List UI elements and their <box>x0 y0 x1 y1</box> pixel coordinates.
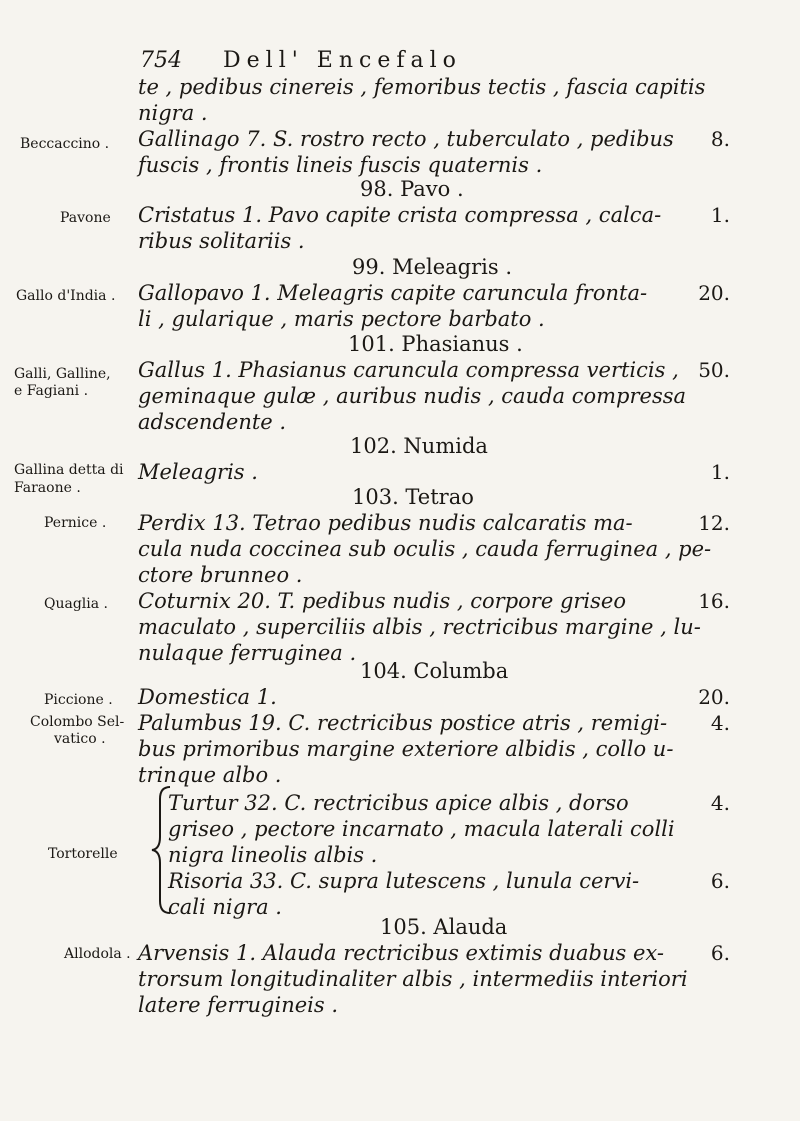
count-number: 6. <box>710 869 730 893</box>
count-number: 20. <box>698 685 730 709</box>
genus-heading: 102. Numida <box>350 434 488 458</box>
margin-note: Galli, Galline, <box>14 366 111 382</box>
text-line: nigra . <box>138 101 208 125</box>
count-number: 1. <box>710 203 730 227</box>
genus-heading: 98. Pavo . <box>360 177 464 201</box>
text-line: Perdix 13. Tetrao pedibus nudis calcaratis ma- <box>138 511 633 535</box>
running-header <box>140 48 700 74</box>
genus-heading: 103. Tetrao <box>352 485 474 509</box>
genus-heading: 101. Phasianus . <box>348 332 523 356</box>
text-line: Gallinago 7. S. rostro recto , tuberculato , pedibus <box>138 127 674 151</box>
genus-heading: 99. Meleagris . <box>352 255 512 279</box>
text-line: te , pedibus cinereis , femoribus tectis , fascia capitis <box>138 75 706 99</box>
text-line: Meleagris . <box>138 460 258 484</box>
text-line: nulaque ferruginea . <box>138 641 357 665</box>
text-line: Domestica 1. <box>138 685 277 709</box>
count-number: 6. <box>710 941 730 965</box>
text-line: Turtur 32. C. rectricibus apice albis , dorso <box>168 791 629 815</box>
text-line: adscendente . <box>138 410 287 434</box>
text-line: griseo , pectore incarnato , macula laterali colli <box>168 817 675 841</box>
text-line: ribus solitariis . <box>138 229 305 253</box>
text-line: Risoria 33. C. supra lutescens , lunula cervi- <box>168 869 640 893</box>
count-number: 50. <box>698 358 730 382</box>
count-number: 20. <box>698 281 730 305</box>
count-number: 4. <box>710 711 730 735</box>
text-line: trorsum longitudinaliter albis , intermediis interiori <box>138 967 688 991</box>
text-line: cali nigra . <box>168 895 282 919</box>
count-number: 16. <box>698 589 730 613</box>
margin-note: Gallina detta di <box>14 462 124 478</box>
text-line: Gallus 1. Phasianus caruncula compressa verticis , <box>138 358 679 382</box>
margin-note: Gallo d'India . <box>16 288 116 304</box>
text-line: geminaque gulæ , auribus nudis , cauda compressa <box>138 384 687 408</box>
text-line: fuscis , frontis lineis fuscis quaternis . <box>138 153 543 177</box>
text-line: Gallopavo 1. Meleagris capite caruncula fronta- <box>138 281 648 305</box>
text-line: Arvensis 1. Alauda rectricibus extimis duabus ex- <box>138 941 664 965</box>
count-number: 1. <box>710 460 730 484</box>
text-line: bus primoribus margine exteriore albidis , collo u- <box>138 737 674 761</box>
text-line: nigra lineolis albis . <box>168 843 378 867</box>
text-line: li , gularique , maris pectore barbato . <box>138 307 545 331</box>
margin-note: Pernice . <box>44 515 107 531</box>
text-line: Coturnix 20. T. pedibus nudis , corpore griseo <box>138 589 626 613</box>
text-line: ctore brunneo . <box>138 563 303 587</box>
margin-note: Allodola . <box>64 946 131 962</box>
page-number: 754 <box>140 48 182 73</box>
margin-note: Quaglia . <box>44 596 109 612</box>
text-line: cula nuda coccinea sub oculis , cauda ferruginea , pe- <box>138 537 712 561</box>
running-title: Dell' Encefalo <box>223 48 462 73</box>
margin-note: e Fagiani . <box>14 383 89 399</box>
margin-note: vatico . <box>54 731 106 747</box>
text-line: latere ferrugineis . <box>138 993 339 1017</box>
text-line: trinque albo . <box>138 763 282 787</box>
text-line: Palumbus 19. C. rectricibus postice atris , remigi- <box>138 711 668 735</box>
margin-note: Piccione . <box>44 692 113 708</box>
genus-heading: 104. Columba <box>360 659 509 683</box>
margin-note: Pavone <box>60 210 111 226</box>
genus-heading: 105. Alauda <box>380 915 508 939</box>
margin-note: Tortorelle <box>48 846 118 862</box>
count-number: 12. <box>698 511 730 535</box>
count-number: 4. <box>710 791 730 815</box>
margin-note: Faraone . <box>14 480 81 496</box>
text-line: Cristatus 1. Pavo capite crista compressa , calca- <box>138 203 662 227</box>
margin-note: Colombo Sel- <box>30 714 125 730</box>
margin-note: Beccaccino . <box>20 136 110 152</box>
count-number: 8. <box>710 127 730 151</box>
text-line: maculato , superciliis albis , rectricibus margine , lu- <box>138 615 701 639</box>
